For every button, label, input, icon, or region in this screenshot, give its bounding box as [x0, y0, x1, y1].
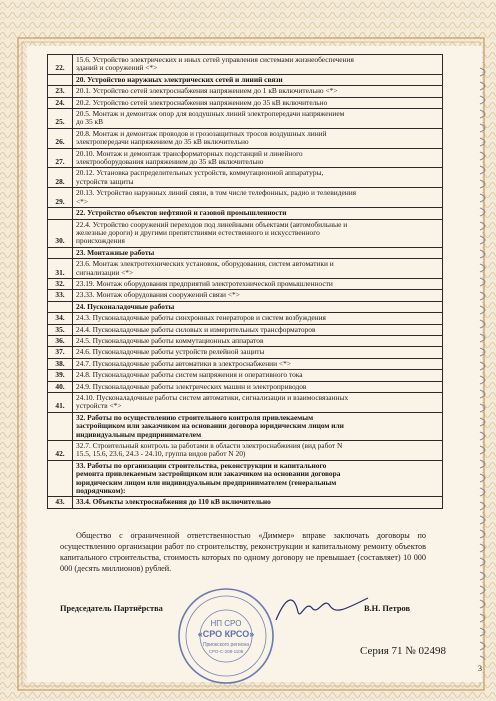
text-line: сигнализации <*>: [76, 267, 134, 277]
table-row: [47, 382, 443, 393]
row-number: 30.: [48, 220, 73, 247]
table-row: [47, 248, 443, 259]
work-type-text: [73, 290, 442, 300]
text-line: 33. Работы по организации строительства, реконструкции и капитального: [76, 460, 327, 470]
binding-ring: [480, 68, 485, 76]
table-row: [47, 98, 443, 109]
work-type-text: [73, 129, 442, 148]
text-line: 15.6. Устройство электрических и иных сетей управления системами жизнеобеспечения: [76, 55, 354, 64]
text-line: 20.10. Монтаж и демонтаж трансформаторных подстанций и линейного: [76, 148, 303, 158]
row-number: 43.: [48, 497, 73, 507]
text-line: 24.4. Пусконаладочные работы силовых и измерительных трансформаторов: [76, 324, 316, 334]
text-line: 24.5. Пусконаладочные работы коммутационных аппаратов: [76, 335, 264, 345]
table-row: [47, 86, 443, 97]
text-line: 22. Устройство объектов нефтяной и газовой промышленности: [76, 208, 287, 218]
work-type-text: [73, 359, 442, 369]
text-line: 24.9. Пусконаладочные работы электрических машин и электроприводов: [76, 381, 307, 391]
table-row: [47, 290, 443, 301]
row-number: 34.: [48, 313, 73, 323]
binding-ring: [480, 488, 485, 496]
binding-ring: [480, 166, 485, 174]
chairman-name: В.Н. Петров: [364, 604, 410, 613]
work-type-text: [73, 86, 442, 96]
table-row: [47, 461, 443, 498]
binding-ring: [480, 124, 485, 132]
text-line: юридическим лицом или индивидуальным предпринимателем (генеральным: [76, 477, 337, 487]
section-header: [73, 75, 442, 85]
binding-ring: [480, 530, 485, 538]
work-type-text: [73, 149, 442, 168]
text-line: зданий и сооружений <*>: [76, 63, 158, 73]
binding-ring: [480, 138, 485, 146]
text-line: ремонта привлекаемым застройщиком или заказчиком на основании договора: [76, 469, 341, 479]
section-header: [73, 497, 442, 507]
row-number: [48, 413, 73, 440]
text-line: 20.12. Установка распределительных устройств, коммутационной аппаратуры,: [76, 168, 324, 178]
binding-ring: [480, 544, 485, 552]
row-number: 32.: [48, 279, 73, 289]
table-row: [47, 220, 443, 248]
binding-ring: [480, 474, 485, 482]
binding-ring: [480, 250, 485, 258]
binding-ring: [480, 236, 485, 244]
row-number: [48, 461, 73, 497]
binding-ring: [480, 96, 485, 104]
binding-ring: [480, 348, 485, 356]
text-line: 23.6. Монтаж электротехнических установок, оборудования, систем автоматики и: [76, 259, 334, 269]
text-line: 24.7. Пусконаладочные работы автоматики в электроснабжении <*>: [76, 358, 291, 368]
official-seal-stamp: [176, 586, 276, 686]
text-line: 20.13. Устройство наружных линий связи, в том числе телефонных, радио и телевидения: [76, 188, 357, 198]
work-type-text: [73, 313, 442, 323]
text-line: 20.5. Монтаж и демонтаж опор для воздушных линий электропередачи напряжением: [76, 109, 345, 119]
binding-ring: [480, 334, 485, 342]
row-number: 42.: [48, 441, 73, 460]
row-number: 24.: [48, 98, 73, 108]
table-row: [47, 336, 443, 347]
work-type-text: [73, 393, 442, 412]
work-type-text: [73, 259, 442, 278]
binding-ring: [480, 656, 485, 660]
work-type-text: [73, 325, 442, 335]
work-type-text: [73, 441, 442, 460]
work-type-text: [73, 55, 442, 74]
binding-ring: [480, 222, 485, 230]
table-row: [47, 54, 443, 75]
text-line: 24.8. Пусконаладочные работы систем напряжения и оперативного тока: [76, 370, 303, 380]
text-line: 33.4. Объекты электроснабжения до 110 кВ включительно: [76, 497, 271, 507]
binding-ring: [480, 82, 485, 90]
text-line: 24.10. Пусконаладочные работы систем автоматики, сигнализации и взаимосвязанных: [76, 393, 349, 402]
table-row: [47, 359, 443, 370]
row-number: 36.: [48, 336, 73, 346]
text-line: 20.2. Устройство сетей электроснабжения напряжением до 35 кВ включительно: [76, 97, 328, 107]
binding-ring: [480, 390, 485, 398]
binding-ring: [480, 642, 485, 650]
text-line: 20.8. Монтаж и демонтаж проводов и грозозащитных тросов воздушных линий: [76, 128, 327, 138]
text-line: 22.4. Устройство сооружений переходов под линейными объектами (автомобильные и: [76, 219, 348, 229]
work-type-text: [73, 168, 442, 187]
row-number: [48, 208, 73, 218]
binding-ring: [480, 586, 485, 594]
row-number: 26.: [48, 129, 73, 148]
text-line: 20.1. Устройство сетей электроснабжения напряжением до 1 кВ включительно <*>: [76, 86, 338, 96]
binding-ring: [480, 404, 485, 412]
series-number: Серия 71 № 02498: [360, 645, 447, 657]
text-line: 32. Работы по осуществлению строительного контроля привлекаемым: [76, 412, 314, 422]
row-number: 40.: [48, 382, 73, 392]
binding-ring: [480, 110, 485, 118]
text-line: устройств защиты: [76, 176, 134, 186]
table-row: [47, 325, 443, 336]
table-row: [47, 109, 443, 129]
work-type-text: [73, 336, 442, 346]
table-row: [47, 188, 443, 208]
row-number: 33.: [48, 290, 73, 300]
text-line: 23.33. Монтаж оборудования сооружений связи <*>: [76, 290, 240, 300]
page-number: 3: [478, 664, 482, 673]
row-number: 29.: [48, 188, 73, 207]
binding-ring: [480, 460, 485, 468]
table-row: [47, 302, 443, 313]
row-number: 22.: [48, 55, 73, 74]
row-number: [48, 248, 73, 258]
text-line: <*>: [76, 196, 89, 206]
text-line: 24.6. Пусконаладочные работы устройств релейной защиты: [76, 347, 265, 357]
text-line: железные дороги) и другими препятствиями естественного и искусственного: [76, 227, 320, 237]
binding-ring: [480, 572, 485, 580]
binding-ring: [480, 614, 485, 622]
text-line: застройщиком или заказчиком на основании договора юридическим лицом или: [76, 421, 344, 431]
text-line: подрядчиком):: [76, 486, 126, 496]
binding-ring: [480, 376, 485, 384]
table-row: [47, 149, 443, 169]
text-line: 23.19. Монтаж оборудования предприятий электротехнической промышленности: [76, 278, 333, 288]
table-row: [47, 168, 443, 188]
table-row: [47, 347, 443, 358]
text-line: 20. Устройство наружных электрических сетей и линий связи: [76, 74, 283, 84]
text-line: 32.7. Строительный контроль за работами в области электроснабжения (вид работ N: [76, 441, 343, 451]
work-type-text: [73, 279, 442, 289]
row-number: 31.: [48, 259, 73, 278]
text-line: устройств <*>: [76, 401, 122, 411]
row-number: 41.: [48, 393, 73, 412]
text-line: индивидуальным предпринимателем: [76, 429, 202, 439]
row-number: 38.: [48, 359, 73, 369]
row-number: [48, 75, 73, 85]
handwritten-signature: [272, 590, 372, 626]
binding-ring: [480, 362, 485, 370]
text-line: 24.3. Пусконаладочные работы синхронных генераторов и систем возбуждения: [76, 313, 326, 323]
row-number: 37.: [48, 347, 73, 357]
section-header: [73, 461, 442, 497]
work-type-text: [73, 109, 442, 128]
table-row: [47, 259, 443, 279]
binding-rings: [478, 60, 492, 660]
binding-ring: [480, 180, 485, 188]
work-type-text: [73, 188, 442, 207]
svg-text:НП СРО: НП СРО: [210, 619, 242, 628]
binding-ring: [480, 152, 485, 160]
svg-text:СРО-С-208-1108: СРО-С-208-1108: [208, 649, 244, 654]
work-type-text: [73, 98, 442, 108]
binding-ring: [480, 418, 485, 426]
binding-ring: [480, 600, 485, 608]
binding-ring: [480, 502, 485, 510]
table-row: [47, 75, 443, 86]
table-row: [47, 129, 443, 149]
permission-paragraph: Общество с ограниченной ответственностью «Диммер» вправе заключать договоры по осуществлению организации работ по строительству, реконструкции и капитальному ремонту объектов капитального строительства, стоимость которых по одному договору не превышает (составляет) 10 000 000 (десять миллионов) рублей.: [60, 531, 426, 573]
binding-ring: [480, 194, 485, 202]
work-type-text: [73, 382, 442, 392]
section-header: [73, 248, 442, 258]
row-number: 35.: [48, 325, 73, 335]
table-row: [47, 279, 443, 290]
svg-text:Приокского региона: Приокского региона: [202, 642, 250, 648]
work-type-text: [73, 220, 442, 247]
work-type-text: [73, 347, 442, 357]
binding-ring: [480, 516, 485, 524]
binding-ring: [480, 278, 485, 286]
table-row: [47, 441, 443, 461]
table-row: [47, 208, 443, 219]
text-line: происхождения: [76, 236, 125, 246]
text-line: 23. Монтажные работы: [76, 247, 155, 257]
binding-ring: [480, 320, 485, 328]
binding-ring: [480, 446, 485, 454]
table-row: [47, 393, 443, 413]
binding-ring: [480, 292, 485, 300]
binding-ring: [480, 208, 485, 216]
row-number: 27.: [48, 149, 73, 168]
text-line: электрооборудования напряжением до 35 кВ включительно: [76, 157, 264, 167]
row-number: 28.: [48, 168, 73, 187]
binding-ring: [480, 264, 485, 272]
binding-ring: [480, 558, 485, 566]
binding-ring: [480, 432, 485, 440]
text-line: 24. Пусконаладочные работы: [76, 301, 175, 311]
row-number: 23.: [48, 86, 73, 96]
works-table: [47, 54, 443, 509]
table-row: [47, 313, 443, 324]
row-number: [48, 302, 73, 312]
text-line: электропередачи напряжением до 35 кВ включительно: [76, 137, 249, 147]
chairman-label: Председатель Партнёрства: [60, 604, 163, 613]
table-row: [47, 413, 443, 441]
row-number: 25.: [48, 109, 73, 128]
table-row: [47, 497, 443, 508]
table-row: [47, 370, 443, 381]
text-line: до 35 кВ: [76, 117, 104, 127]
section-header: [73, 208, 442, 218]
binding-ring: [480, 628, 485, 636]
section-header: [73, 413, 442, 440]
work-type-text: [73, 370, 442, 380]
text-line: 15.5, 15.6, 23.6, 24.3 - 24.10, группа видов работ N 20): [76, 449, 246, 459]
row-number: 39.: [48, 370, 73, 380]
binding-ring: [480, 306, 485, 314]
section-header: [73, 302, 442, 312]
svg-text:«СРО КРСО»: «СРО КРСО»: [197, 629, 255, 639]
